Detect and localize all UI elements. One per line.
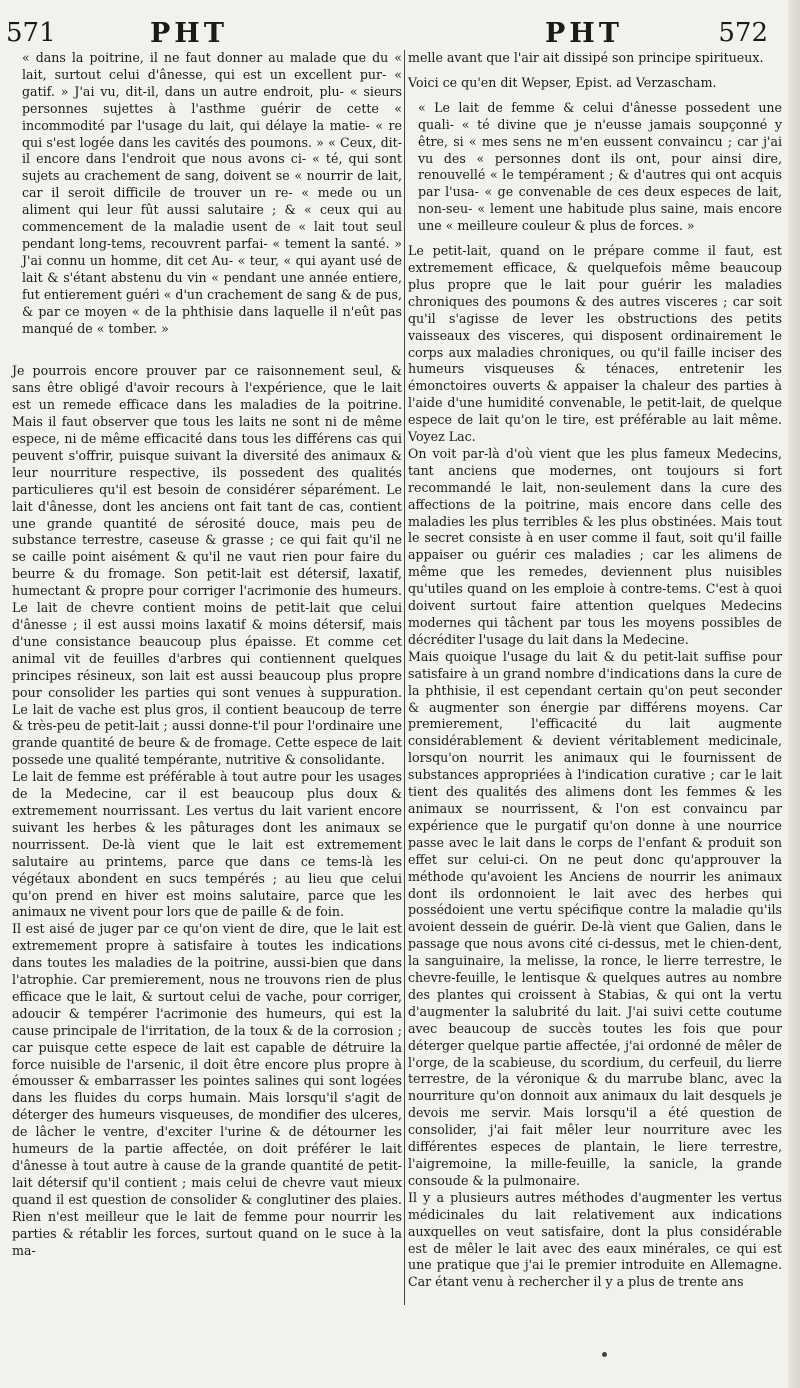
- page-edge: [788, 0, 800, 1388]
- right-column: [408, 50, 782, 1291]
- running-header: [0, 12, 800, 52]
- left-page-number: 571: [6, 18, 56, 48]
- left-quote-paragraph: « dans la poitrine, il ne faut donner au malade que du « lait, surtout celui d'ânesse, qui est un excellent pur- « gatif. » J'ai vu, dit-il, dans un autre endroit, plu- « sieurs personnes sujettes à l'asthme guérir de cette « incommodité par l'usage du lait, qui délaye la matie- « re qui s'est logée dans les cavités des poumons. » « Ceux, dit-il encore dans l'endroit que nous avons ci- « té, qui sont sujets au crachement de sang, doivent se « nourrir de lait, car il seroit difficile de trouver un re- « mede ou un aliment qui leur fût aussi salutaire ; & « ceux qui au commencement de la maladie usent de « lait tout seul pendant long-tems, recouvrent parfai- « tement la santé. » J'ai connu un homme, dit cet Au- « teur, « qui ayant usé de lait & s'étant abstenu du vin « pendant une année entiere, fut entierement guéri « d'un crachement de sang & de pus, & par ce moyen « de la phthisie dans laquelle il n'eût pas manqué de « tomber. »: [22, 50, 402, 336]
- ink-dot: [602, 1352, 607, 1357]
- left-paragraph-3: Le lait de femme est préférable à tout autre pour les usages de la Medecine, car il est beaucoup plus doux & extremement nourrissant. Les vertus du lait varient encore suivant les herbes & les pâturages dont les animaux se nourrissent. De-là vient que le lait est extremement salutaire au printems, parce que dans ce tems-là les végétaux abondent en sucs tempérés ; au lieu que celui qu'on prend en hiver est moins salutaire, parce que les animaux ne vivent pour lors que de paille & de foin.: [12, 769, 402, 920]
- right-paragraph-2: Voici ce qu'en dit Wepser, Epist. ad Verzascham.: [408, 74, 717, 90]
- left-running-head: PHT: [150, 18, 228, 49]
- right-quote-paragraph: « Le lait de femme & celui d'ânesse possedent une quali- « té divine que je n'eusse jamais soupçonné y être, si « mes sens ne m'en eussent convaincu ; car j'ai vu des « personnes dont ils ont, pour ainsi dire, renouvellé « le tempérament ; & d'autres qui ont acquis par l'usa- « ge convenable de ces deux especes de lait, non-seu- « lement une habitude plus saine, mais encore une « meilleure couleur & plus de forces. »: [418, 99, 782, 234]
- right-paragraph-7: Il y a plusieurs autres méthodes d'augmenter les vertus médicinales du lait relativement aux indications auxquelles on veut satisfaire, dont la plus considérable est de mêler le lait avec des eaux minérales, ce qui est une pratique que j'ai le premier introduite en Allemagne. Car étant venu à rechercher il y a plus de trente ans: [408, 1189, 782, 1290]
- right-paragraph-5: On voit par-là d'où vient que les plus fameux Medecins, tant anciens que modernes, ont toujours si fort recommandé le lait, non-seulement dans la cure des affections de la poitrine, mais encore dans celle des maladies les plus terribles & les plus obstinées. Mais tout le secret consiste à en user comme il faut, soit qu'il faille appaiser ou guérir ces maladies ; car les alimens de même que les remedes, deviennent plus nuisibles qu'utiles quand on les emploie à contre-tems. C'est à quoi doivent surtout faire attention quelques Medecins modernes qui tâchent par tous les moyens possibles de décréditer l'usage du lait dans la Medecine.: [408, 445, 782, 647]
- right-paragraph-4: Le petit-lait, quand on le prépare comme il faut, est extremement efficace, & quelquefois même beaucoup plus propre que le lait pour guérir les maladies chroniques des poumons & des autres visceres ; car soit qu'il s'agisse de lever les obstructions des petits vaisseaux des visceres, qui disposent ordinairement le corps aux maladies chroniques, ou qu'il faille inciser des humeurs visqueuses & ténaces, entretenir les émonctoires ouverts & appaiser la chaleur des parties à l'aide d'une humidité convenable, le petit-lait, de quelque espece de lait qu'on le tire, est préférable au lait même. Voyez Lac.: [408, 243, 782, 445]
- right-paragraph-1: melle avant que l'air ait dissipé son principe spiritueux.: [408, 50, 764, 65]
- right-page-number: 572: [718, 18, 768, 48]
- column-divider: [404, 50, 405, 1305]
- left-paragraph-2: Je pourrois encore prouver par ce raisonnement seul, & sans être obligé d'avoir recours à l'expérience, que le lait est un remede efficace dans les maladies de la poitrine. Mais il faut observer que tous les laits ne sont ni de même espece, ni de même efficacité dans tous les différens cas qui peuvent s'offrir, puisque suivant la diversité des animaux & leur nourriture respective, ils possedent des qualités particulieres qu'il est besoin de considérer séparément. Le lait d'ânesse, dont les anciens ont fait tant de cas, contient une grande quantité de sérosité douce, mais peu de substance terrestre, caseuse & grasse ; ce qui fait qu'il ne se caille point aisément & qu'il ne vaut rien pour faire du beurre & du fromage. Son petit-lait est détersif, laxatif, humectant & propre pour corriger l'acrimonie des humeurs. Le lait de chevre contient moins de petit-lait que celui d'ânesse ; il est aussi moins laxatif & moins détersif, mais d'une consistance beaucoup plus épaisse. Et comme cet animal vit de feuilles d'arbres qui contiennent quelques principes résineux, son lait est aussi beaucoup plus propre pour consolider les parties qui sont venues à suppuration. Le lait de vache est plus gros, il contient beaucoup de terre & très-peu de petit-lait ; aussi donne-t'il pour l'ordinaire une grande quantité de beure & de fromage. Cette espece de lait possede une qualité tempérante, nutritive & consolidante.: [12, 363, 402, 768]
- right-paragraph-6: Mais quoique l'usage du lait & du petit-lait suffise pour satisfaire à un grand nombre d'indications dans la cure de la phthisie, il est cependant certain qu'on peut seconder & augmenter son énergie par différens moyens. Car premierement, l'efficacité du lait augmente considérablement & devient véritablement medicinale, lorsqu'on nourrit les animaux qui le fournissent de substances appropriées à l'indication curative ; car le lait tient des qualités des alimens dont les femmes & les animaux se nourrissent, & l'on est convaincu par expérience que le purgatif qu'on donne à une nourrice passe avec le lait dans le corps de l'enfant & produit son effet sur celui-ci. On ne peut donc qu'approuver la méthode qu'avoient les Anciens de nourrir les animaux dont ils ordonnoient le lait avec des herbes qui possédoient une vertu spécifique contre la maladie qu'ils avoient dessein de guérir. De-là vient que Galien, dans le passage que nous avons cité ci-dessus, met le chien-dent, la sanguinaire, la melisse, la ronce, le lierre terrestre, le chevre-feuille, le lentisque & quelques autres au nombre des plantes qui croissent à Stabias, & qui ont la vertu d'augmenter la salubrité du lait. J'ai suivi cette coutume avec beaucoup de succès toutes les fois que pour déterger quelque partie affectée, j'ai ordonné de mêler de l'orge, de la scabieuse, du scordium, du cerfeuil, du lierre terrestre, de la véronique & du marrube blanc, avec la nourriture qu'on donnoit aux animaux du lait desquels je devois me servir. Mais lorsqu'il a été question de consolider, j'ai fait mêler leur nourriture avec les différentes especes de plantain, le liere terrestre, l'aigremoine, la mille-feuille, la sanicle, la grande consoude & la pulmonaire.: [408, 648, 782, 1188]
- left-column: [12, 50, 402, 1259]
- right-running-head: PHT: [545, 18, 623, 49]
- left-paragraph-4: Il est aisé de juger par ce qu'on vient de dire, que le lait est extremement propre à satisfaire à toutes les indications dans toutes les maladies de la poitrine, aussi-bien que dans l'atrophie. Car premierement, nous ne trouvons rien de plus efficace que le lait, & surtout celui de vache, pour corriger, adoucir & tempérer l'acrimonie des humeurs, qui est la cause principale de l'irritation, de la toux & de la corrosion ; car puisque cette espece de lait est capable de détruire la force nuisible de l'arsenic, il doit être encore plus propre à émousser & embarrasser les pointes salines qui sont logées dans les fluides du corps humain. Mais lorsqu'il s'agit de déterger des humeurs visqueuses, de mondifier des ulceres, de lâcher le ventre, d'exciter l'urine & de détourner les humeurs de la partie affectée, on doit préférer le lait d'ânesse à tout autre à cause de la grande quantité de petit-lait détersif qu'il contient ; mais celui de chevre vaut mieux quand il est question de consolider & conglutiner des plaies. Rien n'est meilleur que le lait de femme pour nourrir les parties & rétablir les forces, surtout quand on le suce à la ma-: [12, 921, 402, 1258]
